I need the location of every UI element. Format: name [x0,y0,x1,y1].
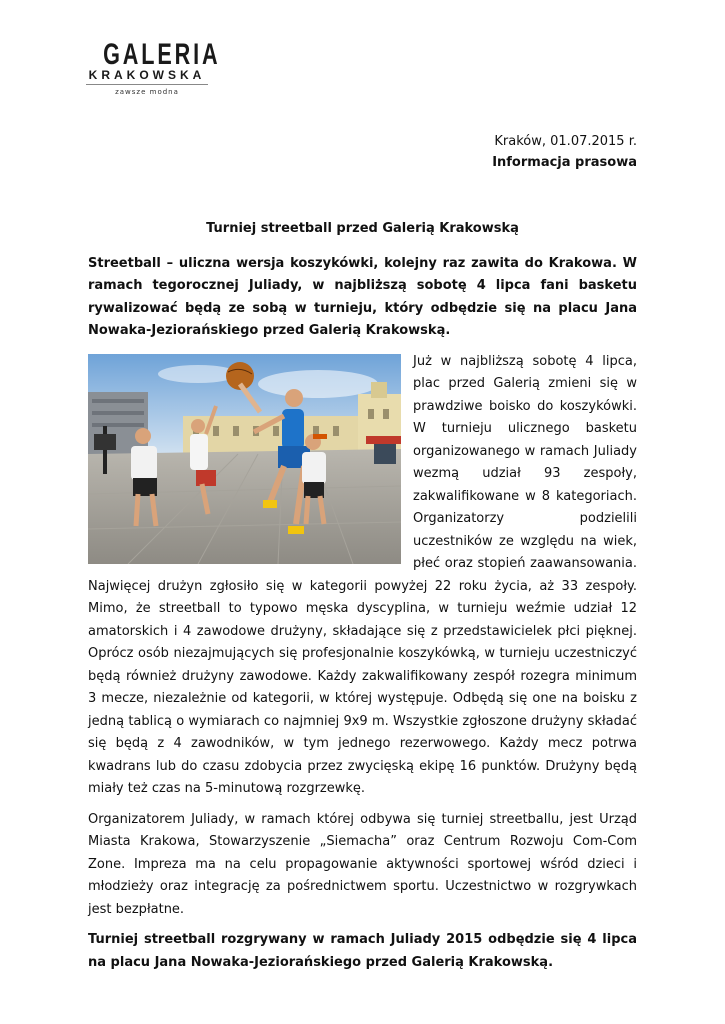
article-content [88,218,637,974]
logo-subtitle: KRAKOWSKA [88,68,206,82]
document-type: Informacja prasowa [492,155,637,170]
article-body-1: Już w najbliższą sobotę 4 lipca, plac przed Galerią zmieni się w prawdziwe boisko do koszykówki. W turnieju ulicznego basketu organizowanego w ramach Juliady wezmą udział 93 zespoły, zakwalifikowane w 8 kategoriach. Organizatorzy podzielili uczestników ze względu na wiek, płeć oraz stopień zaawansowania. Najwięcej drużyn zgłosiło się w kategorii powyżej 22 roku życia, aż 33 zespoły. Mimo, że streetball to typowo męska dyscyplina, w turnieju weźmie udział 12 amatorskich i 4 zawodowe drużyny, składające się z przedstawicielek płci pięknej. Oprócz osób niezajmujących się profesjonalnie koszykówką, w turnieju uczestniczyć będą również drużyny zawodowe. Każdy zakwalifikowany zespół rozegra minimum 3 mecze, niezależnie od kategorii, w której występuje. Odbędą się one na boisku z jedną tablicą o wymiarach co najmniej 9x9 m. Wszystkie zgłoszone drużyny składać się będą z 4 zawodników, w tym jednego rezerwowego. Każdy mecz potrwa kwadrans lub do czasu zdobycia przez zwycięską ekipę 16 punktów. Drużyny będą miały też czas na 5-minutową rozgrzewkę. [88,353,637,796]
article-lead: Streetball – uliczna wersja koszykówki, kolejny raz zawita do Krakowa. W ramach tegorocznej Juliady, w najbliższą sobotę 4 lipca fani basketu rywalizować będą ze sobą w turnieju, który odbędzie się na placu Jana Nowaka-Jeziorańskiego przed Galerią Krakowską. [88,255,637,338]
galeria-krakowska-logo [86,38,221,96]
article-body-2: Organizatorem Juliady, w ramach której odbywa się turniej streetballu, jest Urząd Miasta Krakowa, Stowarzyszenie „Siemacha” oraz Centrum Rozwoju Com-Com Zone. Impreza ma na celu propagowanie aktywności sportowej wśród dzieci i młodzieży oraz integrację za pośrednictwem sportu. Uczestnictwo w rozgrywkach jest bezpłatne. [88,811,637,917]
logo-tagline: zawsze modna [115,88,179,96]
article-title: Turniej streetball przed Galerią Krakowską [206,221,519,236]
article-closing: Turniej streetball rozgrywany w ramach Juliady 2015 odbędzie się 4 lipca na placu Jana Nowaka-Jeziorańskiego przed Galerią Krakowską. [88,932,637,970]
logo-wordmark: GALERIA [103,38,221,71]
release-date: Kraków, 01.07.2015 r. [494,134,637,149]
logo-divider [86,84,208,85]
streetball-photo [88,354,401,564]
